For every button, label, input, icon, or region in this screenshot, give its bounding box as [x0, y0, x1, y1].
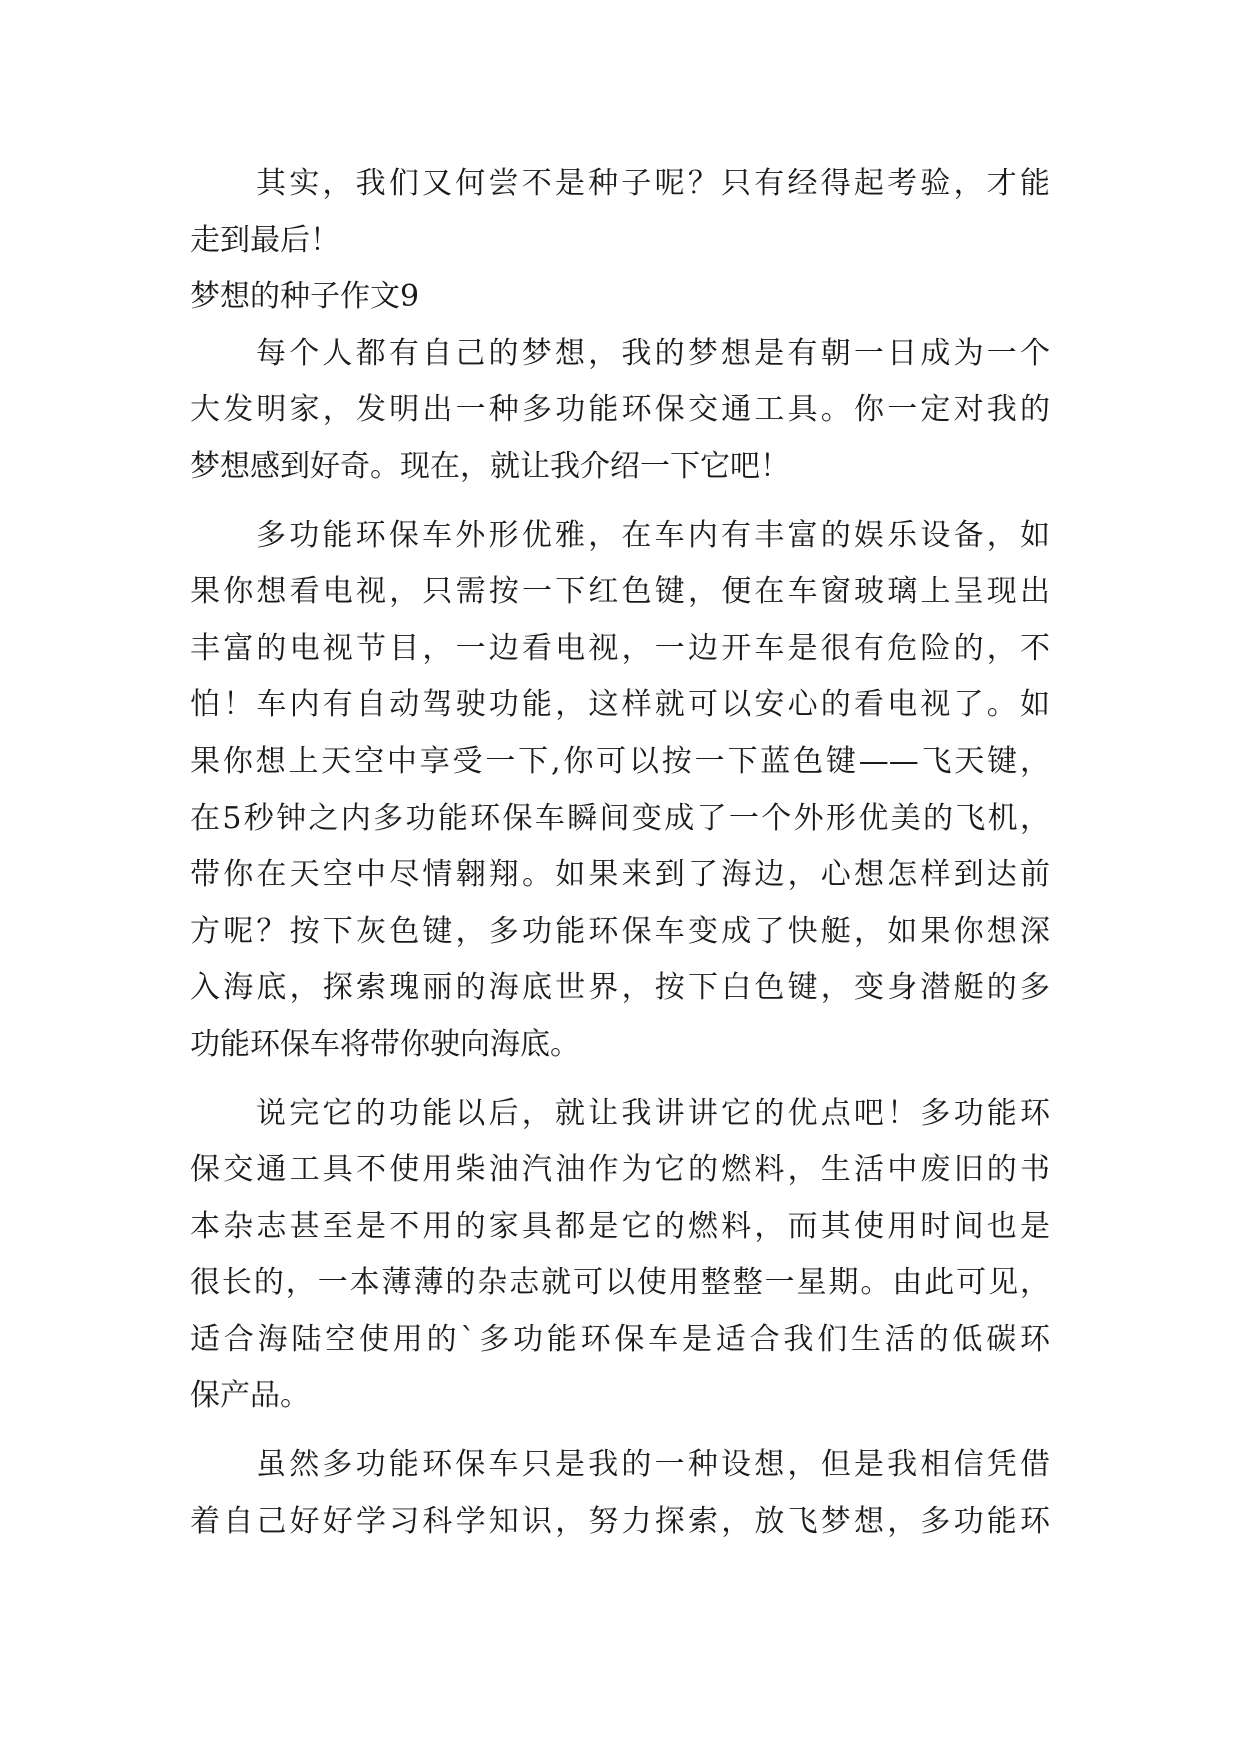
text-line: 每个人都有自己的梦想，我的梦想是有朝一日成为一个	[256, 335, 1050, 371]
text-line: 丰富的电视节目，一边看电视，一边开车是很有危险的，不	[190, 630, 1050, 666]
paragraph-4	[190, 1086, 1050, 1426]
text-line: 走到最后！	[190, 222, 340, 258]
paragraph-1	[190, 156, 1050, 269]
text-line: 方呢？按下灰色键，多功能环保车变成了快艇，如果你想深	[190, 913, 1050, 949]
text-line: 保产品。	[190, 1378, 310, 1414]
document-page	[190, 156, 1050, 1550]
text-line: 说完它的功能以后，就让我讲讲它的优点吧！多功能环	[256, 1095, 1050, 1131]
text-line: 适合海陆空使用的`多功能环保车是适合我们生活的低碳环	[190, 1321, 1050, 1357]
text-line: 功能环保车将带你驶向海底。	[190, 1026, 580, 1062]
text-line: 梦想感到好奇。现在，就让我介绍一下它吧！	[190, 448, 790, 484]
text-line: 果你想看电视，只需按一下红色键，便在车窗玻璃上呈现出	[190, 574, 1050, 610]
text-line: 保交通工具不使用柴油汽油作为它的燃料，生活中废旧的书	[190, 1152, 1050, 1188]
paragraph-2	[190, 326, 1050, 496]
text-line: 本杂志甚至是不用的家具都是它的燃料，而其使用时间也是	[190, 1208, 1050, 1244]
text-line: 着自己好好学习科学知识，努力探索，放飞梦想，多功能环	[190, 1503, 1050, 1539]
text-line: 在5秒钟之内多功能环保车瞬间变成了一个外形优美的飞机，	[190, 800, 1050, 836]
text-line: 多功能环保车外形优雅，在车内有丰富的娱乐设备，如	[256, 517, 1050, 553]
section-heading	[190, 269, 1050, 326]
text-line: 入海底，探索瑰丽的海底世界，按下白色键，变身潜艇的多	[190, 970, 1050, 1006]
paragraph-3	[190, 508, 1050, 1074]
text-line: 怕！车内有自动驾驶功能，这样就可以安心的看电视了。如	[190, 687, 1050, 723]
heading-text: 梦想的种子作文9	[190, 279, 420, 315]
text-line: 果你想上天空中享受一下,你可以按一下蓝色键——飞天键，	[190, 743, 1050, 779]
text-line: 其实，我们又何尝不是种子呢？只有经得起考验，才能	[256, 166, 1050, 201]
text-line: 虽然多功能环保车只是我的一种设想，但是我相信凭借	[256, 1447, 1050, 1483]
text-line: 很长的，一本薄薄的杂志就可以使用整整一星期。由此可见，	[190, 1265, 1050, 1301]
paragraph-5	[190, 1437, 1050, 1550]
text-line: 大发明家，发明出一种多功能环保交通工具。你一定对我的	[190, 392, 1050, 428]
text-line: 带你在天空中尽情翱翔。如果来到了海边，心想怎样到达前	[190, 857, 1050, 893]
